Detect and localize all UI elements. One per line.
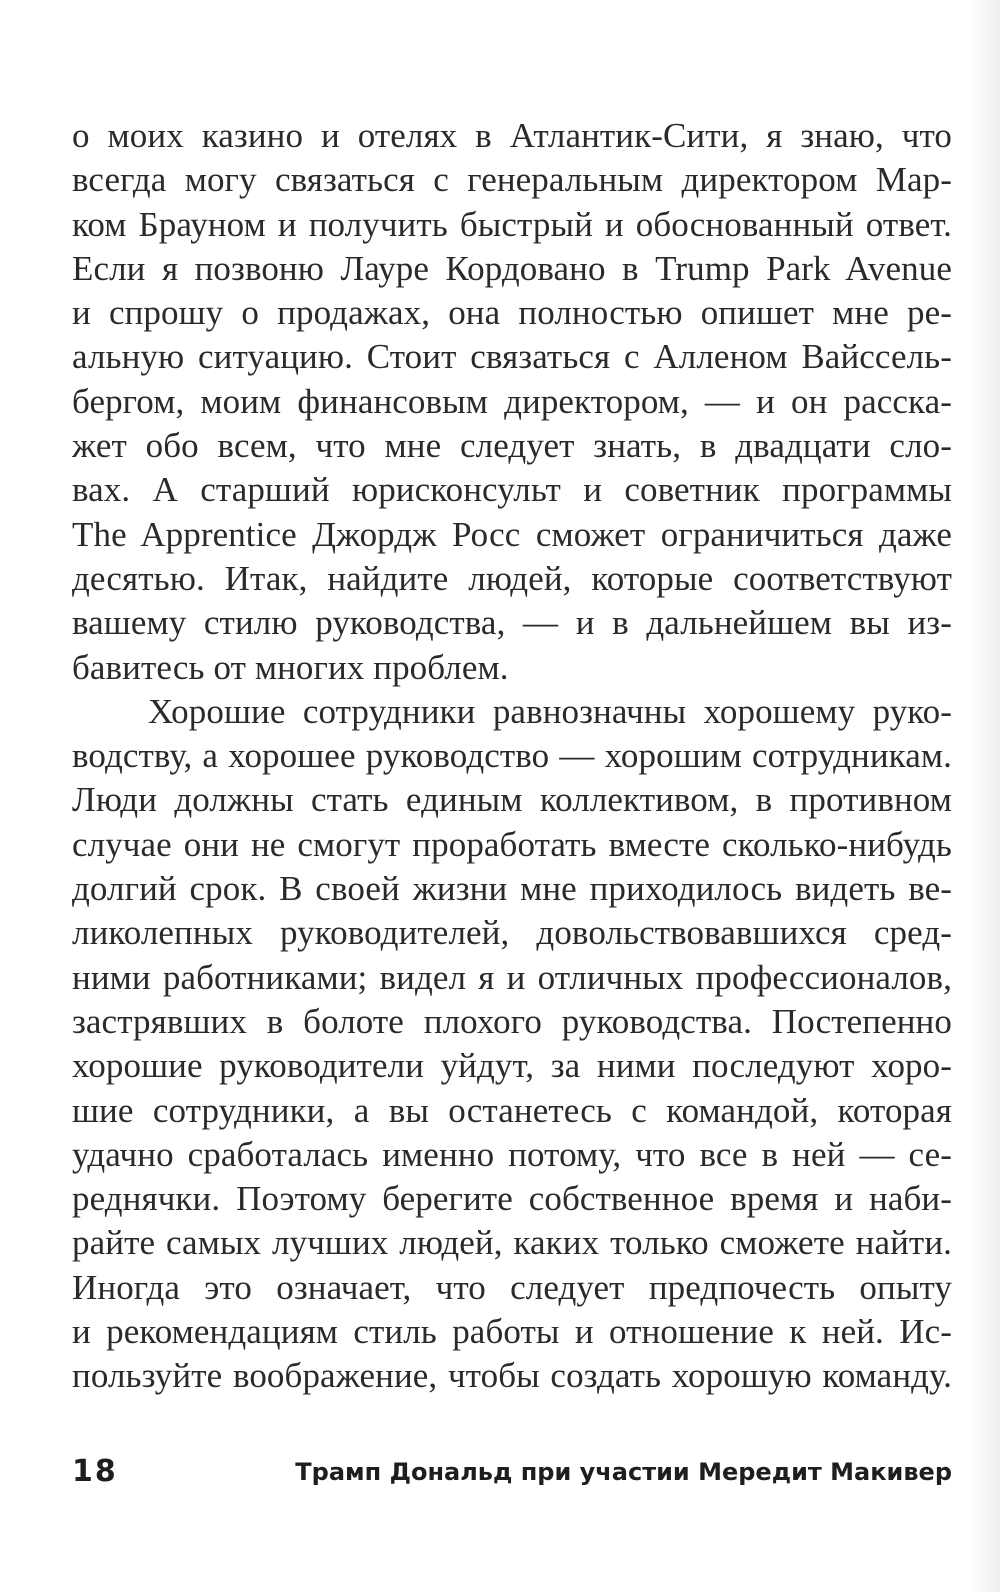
text-line: The Apprentice Джордж Росс сможет ограничиться даже: [72, 514, 952, 554]
text-line: альную ситуацию. Стоит связаться с Алленом Вайссель-: [72, 337, 952, 377]
paragraph-start-line: Хорошие сотрудники равнозначны хорошему руко-: [148, 691, 952, 731]
text-line: вах. А старший юрисконсульт и советник программы: [72, 470, 952, 510]
text-line: райте самых лучших людей, каких только сможете найти.: [72, 1223, 952, 1263]
page-footer: [72, 1452, 952, 1492]
text-line: долгий срок. В своей жизни мне приходилось видеть ве-: [72, 869, 952, 909]
body-text: [72, 114, 952, 1399]
text-line: хорошие руководители уйдут, за ними последуют хоро-: [72, 1046, 952, 1086]
running-title: Трамп Дональд при участии Мередит Макивер: [295, 1458, 952, 1486]
text-line: о моих казино и отелях в Атлантик-Сити, я знаю, что: [72, 116, 952, 155]
text-line: реднячки. Поэтому берегите собственное время и наби-: [72, 1179, 952, 1219]
text-line: удачно сработалась именно потому, что все в ней — се-: [72, 1134, 952, 1174]
text-line: застрявших в болоте плохого руководства. Постепенно: [72, 1001, 952, 1041]
text-line: Люди должны стать единым коллективом, в противном: [72, 780, 952, 820]
text-line: жет обо всем, что мне следует знать, в двадцати сло-: [72, 426, 952, 466]
text-line: Если я позвоню Лауре Кордовано в Trump Park Avenue: [72, 248, 952, 288]
text-line: ликолепных руководителей, довольствовавшихся сред-: [72, 913, 952, 953]
text-line: и рекомендациям стиль работы и отношение к ней. Ис-: [72, 1312, 952, 1352]
text-line: десятью. Итак, найдите людей, которые соответствуют: [72, 558, 952, 598]
paragraph-end-line: бавитесь от многих проблем.: [72, 647, 509, 687]
text-line: вашему стилю руководства, — и в дальнейшем вы из-: [72, 603, 952, 643]
text-line: всегда могу связаться с генеральным директором Мар-: [72, 160, 952, 200]
text-line: водству, а хорошее руководство — хорошим сотрудникам.: [72, 736, 952, 776]
text-line: бергом, моим финансовым директором, — и он расска-: [72, 381, 952, 421]
page-edge-shadow: [968, 0, 1000, 1592]
page-number: 18: [72, 1454, 118, 1489]
text-line: Иногда это означает, что следует предпочесть опыту: [72, 1267, 952, 1307]
text-line: ними работниками; видел я и отличных профессионалов,: [72, 957, 952, 997]
text-line: пользуйте воображение, чтобы создать хорошую команду.: [72, 1356, 952, 1396]
text-line: и спрошу о продажах, она полностью опишет мне ре-: [72, 293, 952, 333]
text-line: случае они не смогут проработать вместе сколько-нибудь: [72, 824, 952, 864]
text-line: шие сотрудники, а вы останетесь с командой, которая: [72, 1090, 952, 1130]
text-line: ком Брауном и получить быстрый и обоснованный ответ.: [72, 204, 952, 244]
